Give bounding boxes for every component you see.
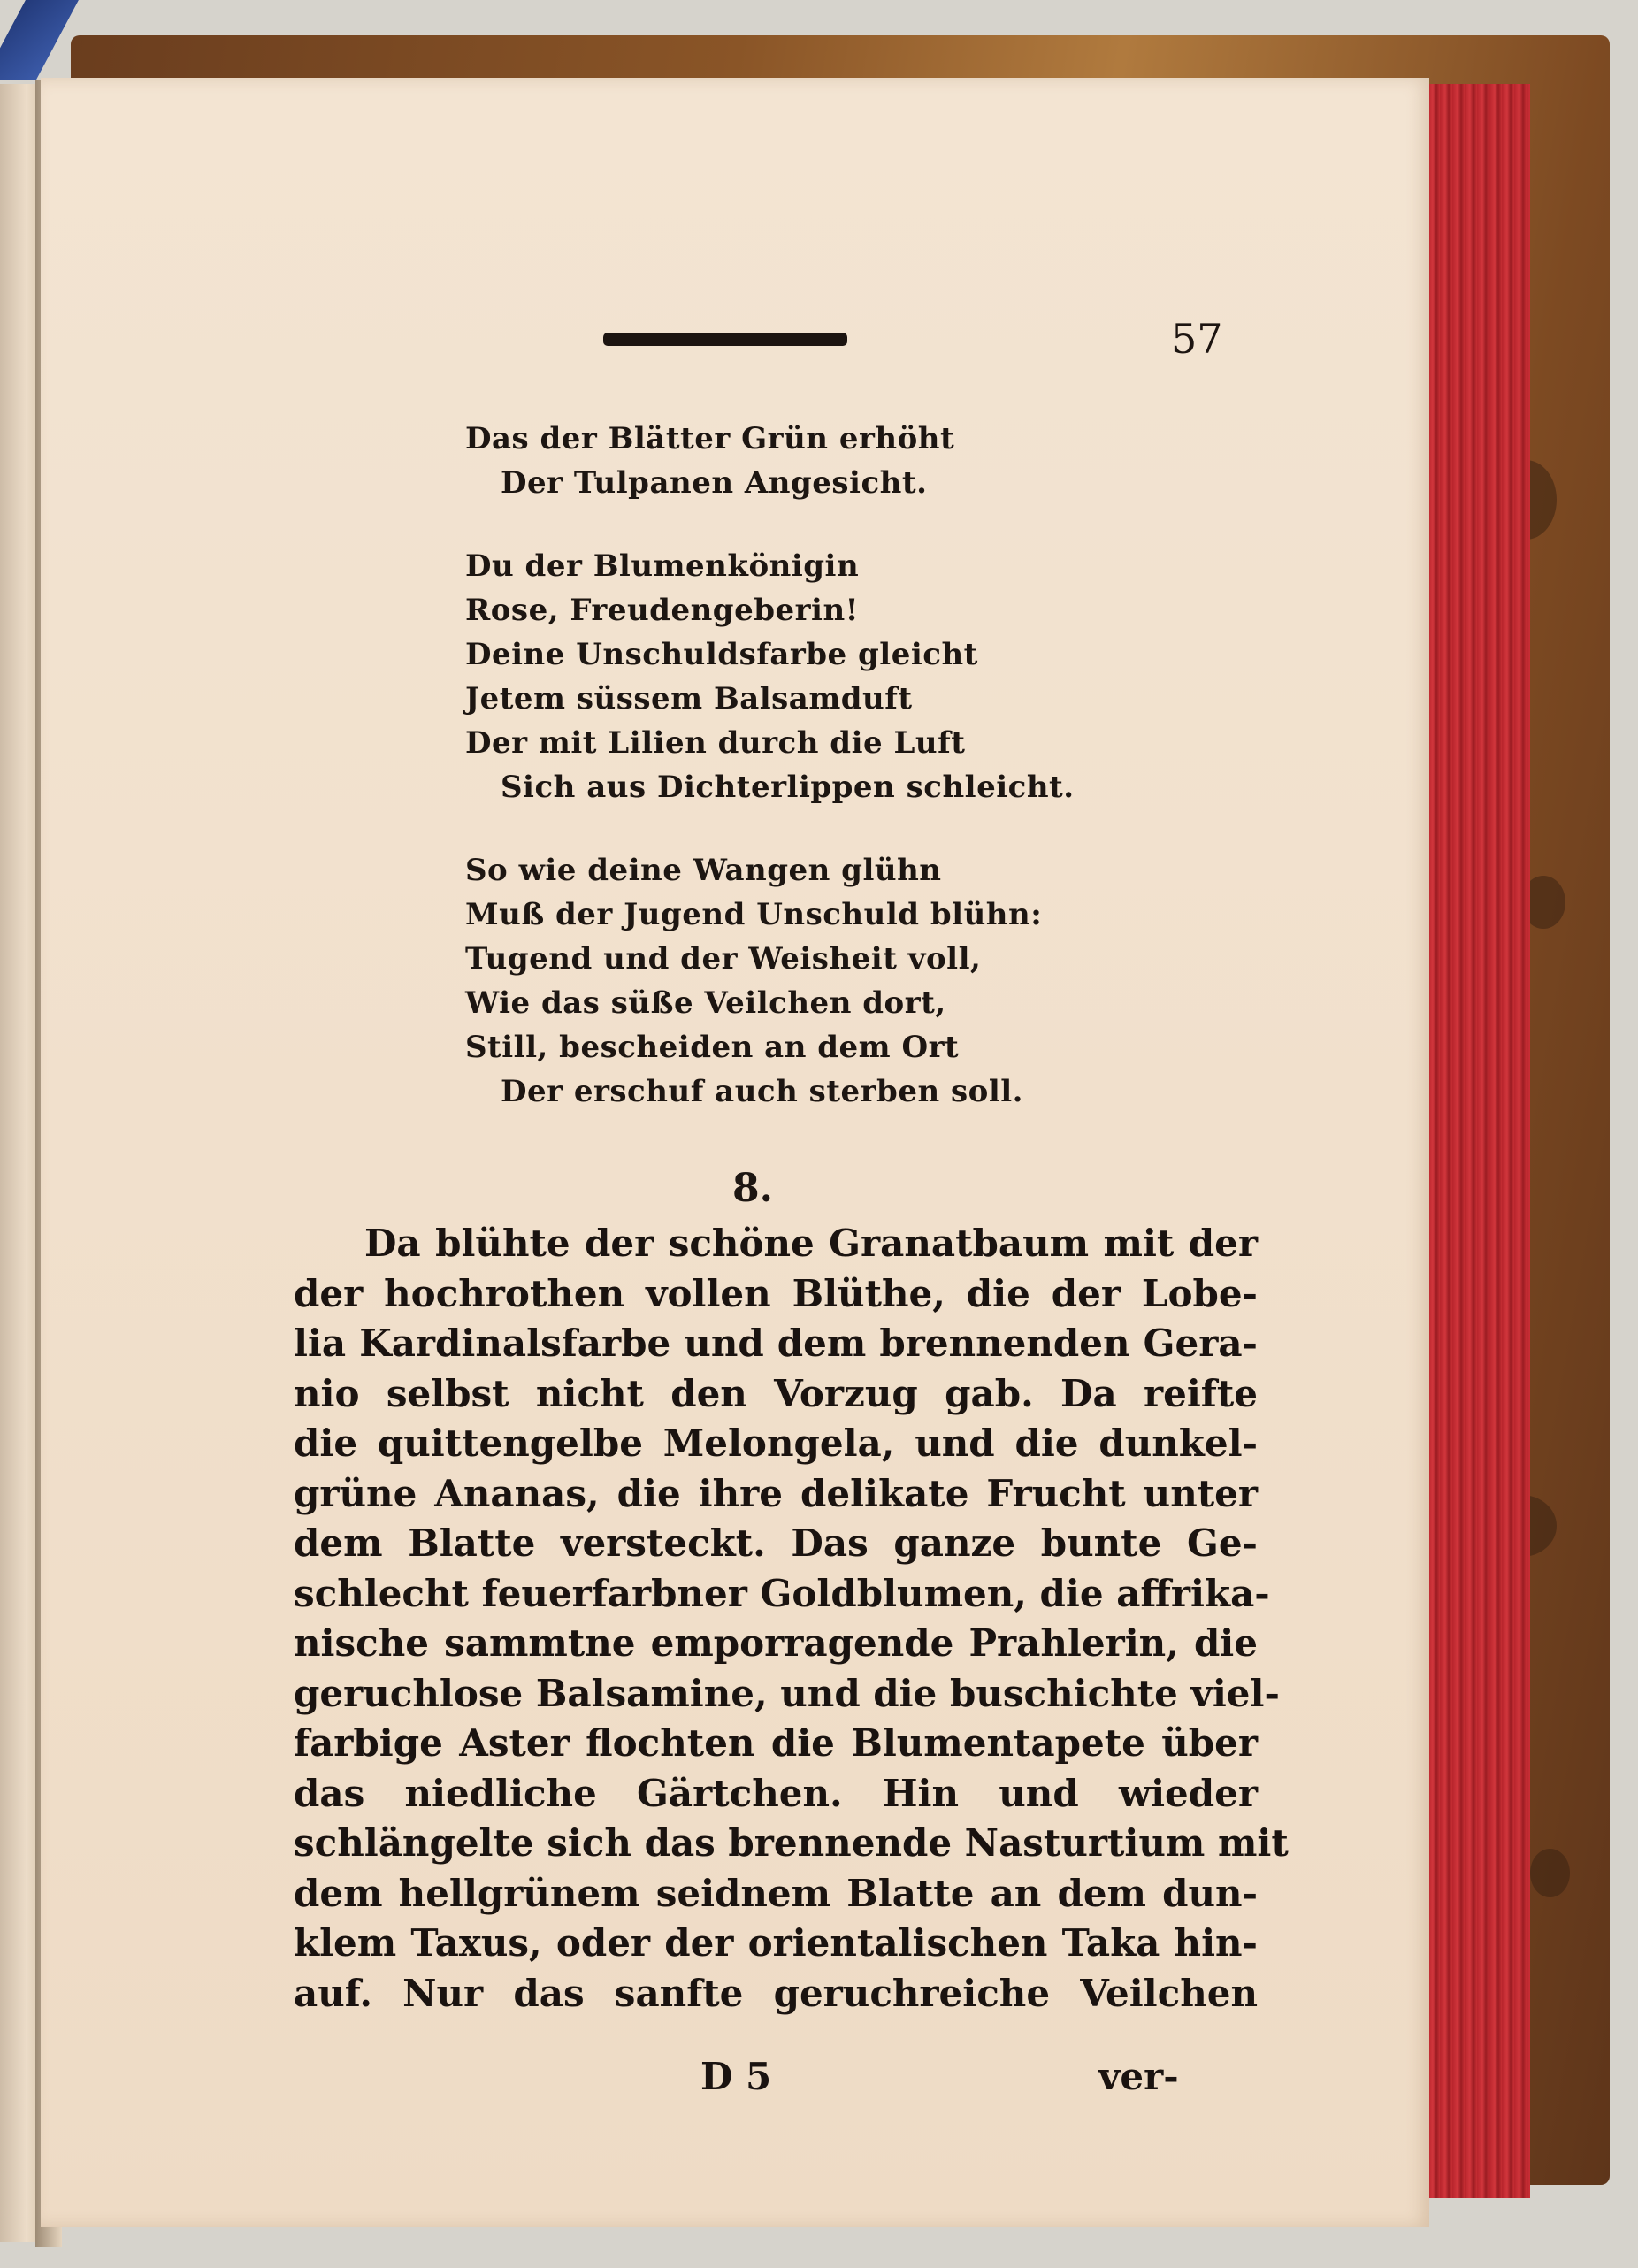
prose-line: schlängelte sich das brennende Nasturtium mit — [294, 1821, 1289, 1865]
stanza — [465, 417, 1075, 505]
poem-line: Das der Blätter Grün erhöht — [465, 421, 955, 456]
poem-line: So wie deine Wangen glühn — [465, 853, 942, 888]
prose-line: schlecht feuerfarbner Goldblumen, die affrika- — [294, 1571, 1270, 1615]
prose-line: die quittengelbe Melongela, und die dunkel- — [294, 1421, 1258, 1465]
poem-line: Der mit Lilien durch die Luft — [465, 725, 966, 761]
page — [41, 78, 1429, 2227]
prose-line: lia Kardinalsfarbe und dem brennenden Gera- — [294, 1322, 1258, 1365]
prose-line: Da blühte der schöne Granatbaum mit der — [364, 1222, 1258, 1265]
poem-line: Der erschuf auch sterben soll. — [501, 1074, 1024, 1109]
poem-line: Still, bescheiden an dem Ort — [465, 1030, 960, 1065]
prose-paragraph — [294, 1219, 1289, 2019]
prose-line: geruchlose Balsamine, und die buschichte viel- — [294, 1671, 1280, 1715]
poem — [465, 417, 1075, 1153]
prose-line: dem Blatte versteckt. Das ganze bunte Ge- — [294, 1521, 1258, 1565]
page-number: 57 — [1171, 315, 1223, 363]
bookmark-ribbon — [0, 0, 79, 80]
prose-line: der hochrothen vollen Blüthe, die der Lobe- — [294, 1271, 1258, 1315]
catchword: ver- — [1098, 2055, 1179, 2098]
prose-line: dem hellgrünem seidnem Blatte an dem dun- — [294, 1871, 1258, 1915]
poem-line: Muß der Jugend Unschuld blühn: — [465, 897, 1043, 932]
prose-line: nio selbst nicht den Vorzug gab. Da reifte — [294, 1371, 1258, 1415]
poem-line: Jetem süssem Balsamduft — [465, 681, 913, 716]
poem-line: Du der Blumenkönigin — [465, 548, 860, 584]
prose-line: auf. Nur das sanfte geruchreiche Veilchen — [294, 1971, 1258, 2015]
prose-line: farbige Aster flochten die Blumentapete über — [294, 1721, 1258, 1765]
prose-line: klem Taxus, oder der orientalischen Taka hin- — [294, 1921, 1258, 1965]
header-rule — [603, 333, 847, 346]
page-block-edges — [1415, 84, 1530, 2198]
stanza — [465, 848, 1075, 1114]
poem-line: Deine Unschuldsfarbe gleicht — [465, 637, 978, 672]
prose-line: grüne Ananas, die ihre delikate Frucht unter — [294, 1471, 1258, 1515]
poem-line: Wie das süße Veilchen dort, — [465, 985, 946, 1021]
signature-mark: D 5 — [700, 2055, 772, 2098]
prose-line: nische sammtne emporragende Prahlerin, die — [294, 1621, 1258, 1665]
poem-line: Der Tulpanen Angesicht. — [501, 465, 928, 501]
poem-line: Rose, Freudengeberin! — [465, 593, 860, 628]
section-number: 8. — [732, 1166, 773, 1211]
poem-line: Tugend und der Weisheit voll, — [465, 941, 982, 977]
stanza — [465, 544, 1075, 809]
poem-line: Sich aus Dichterlippen schleicht. — [501, 770, 1075, 805]
prose-line: das niedliche Gärtchen. Hin und wieder — [294, 1771, 1258, 1815]
